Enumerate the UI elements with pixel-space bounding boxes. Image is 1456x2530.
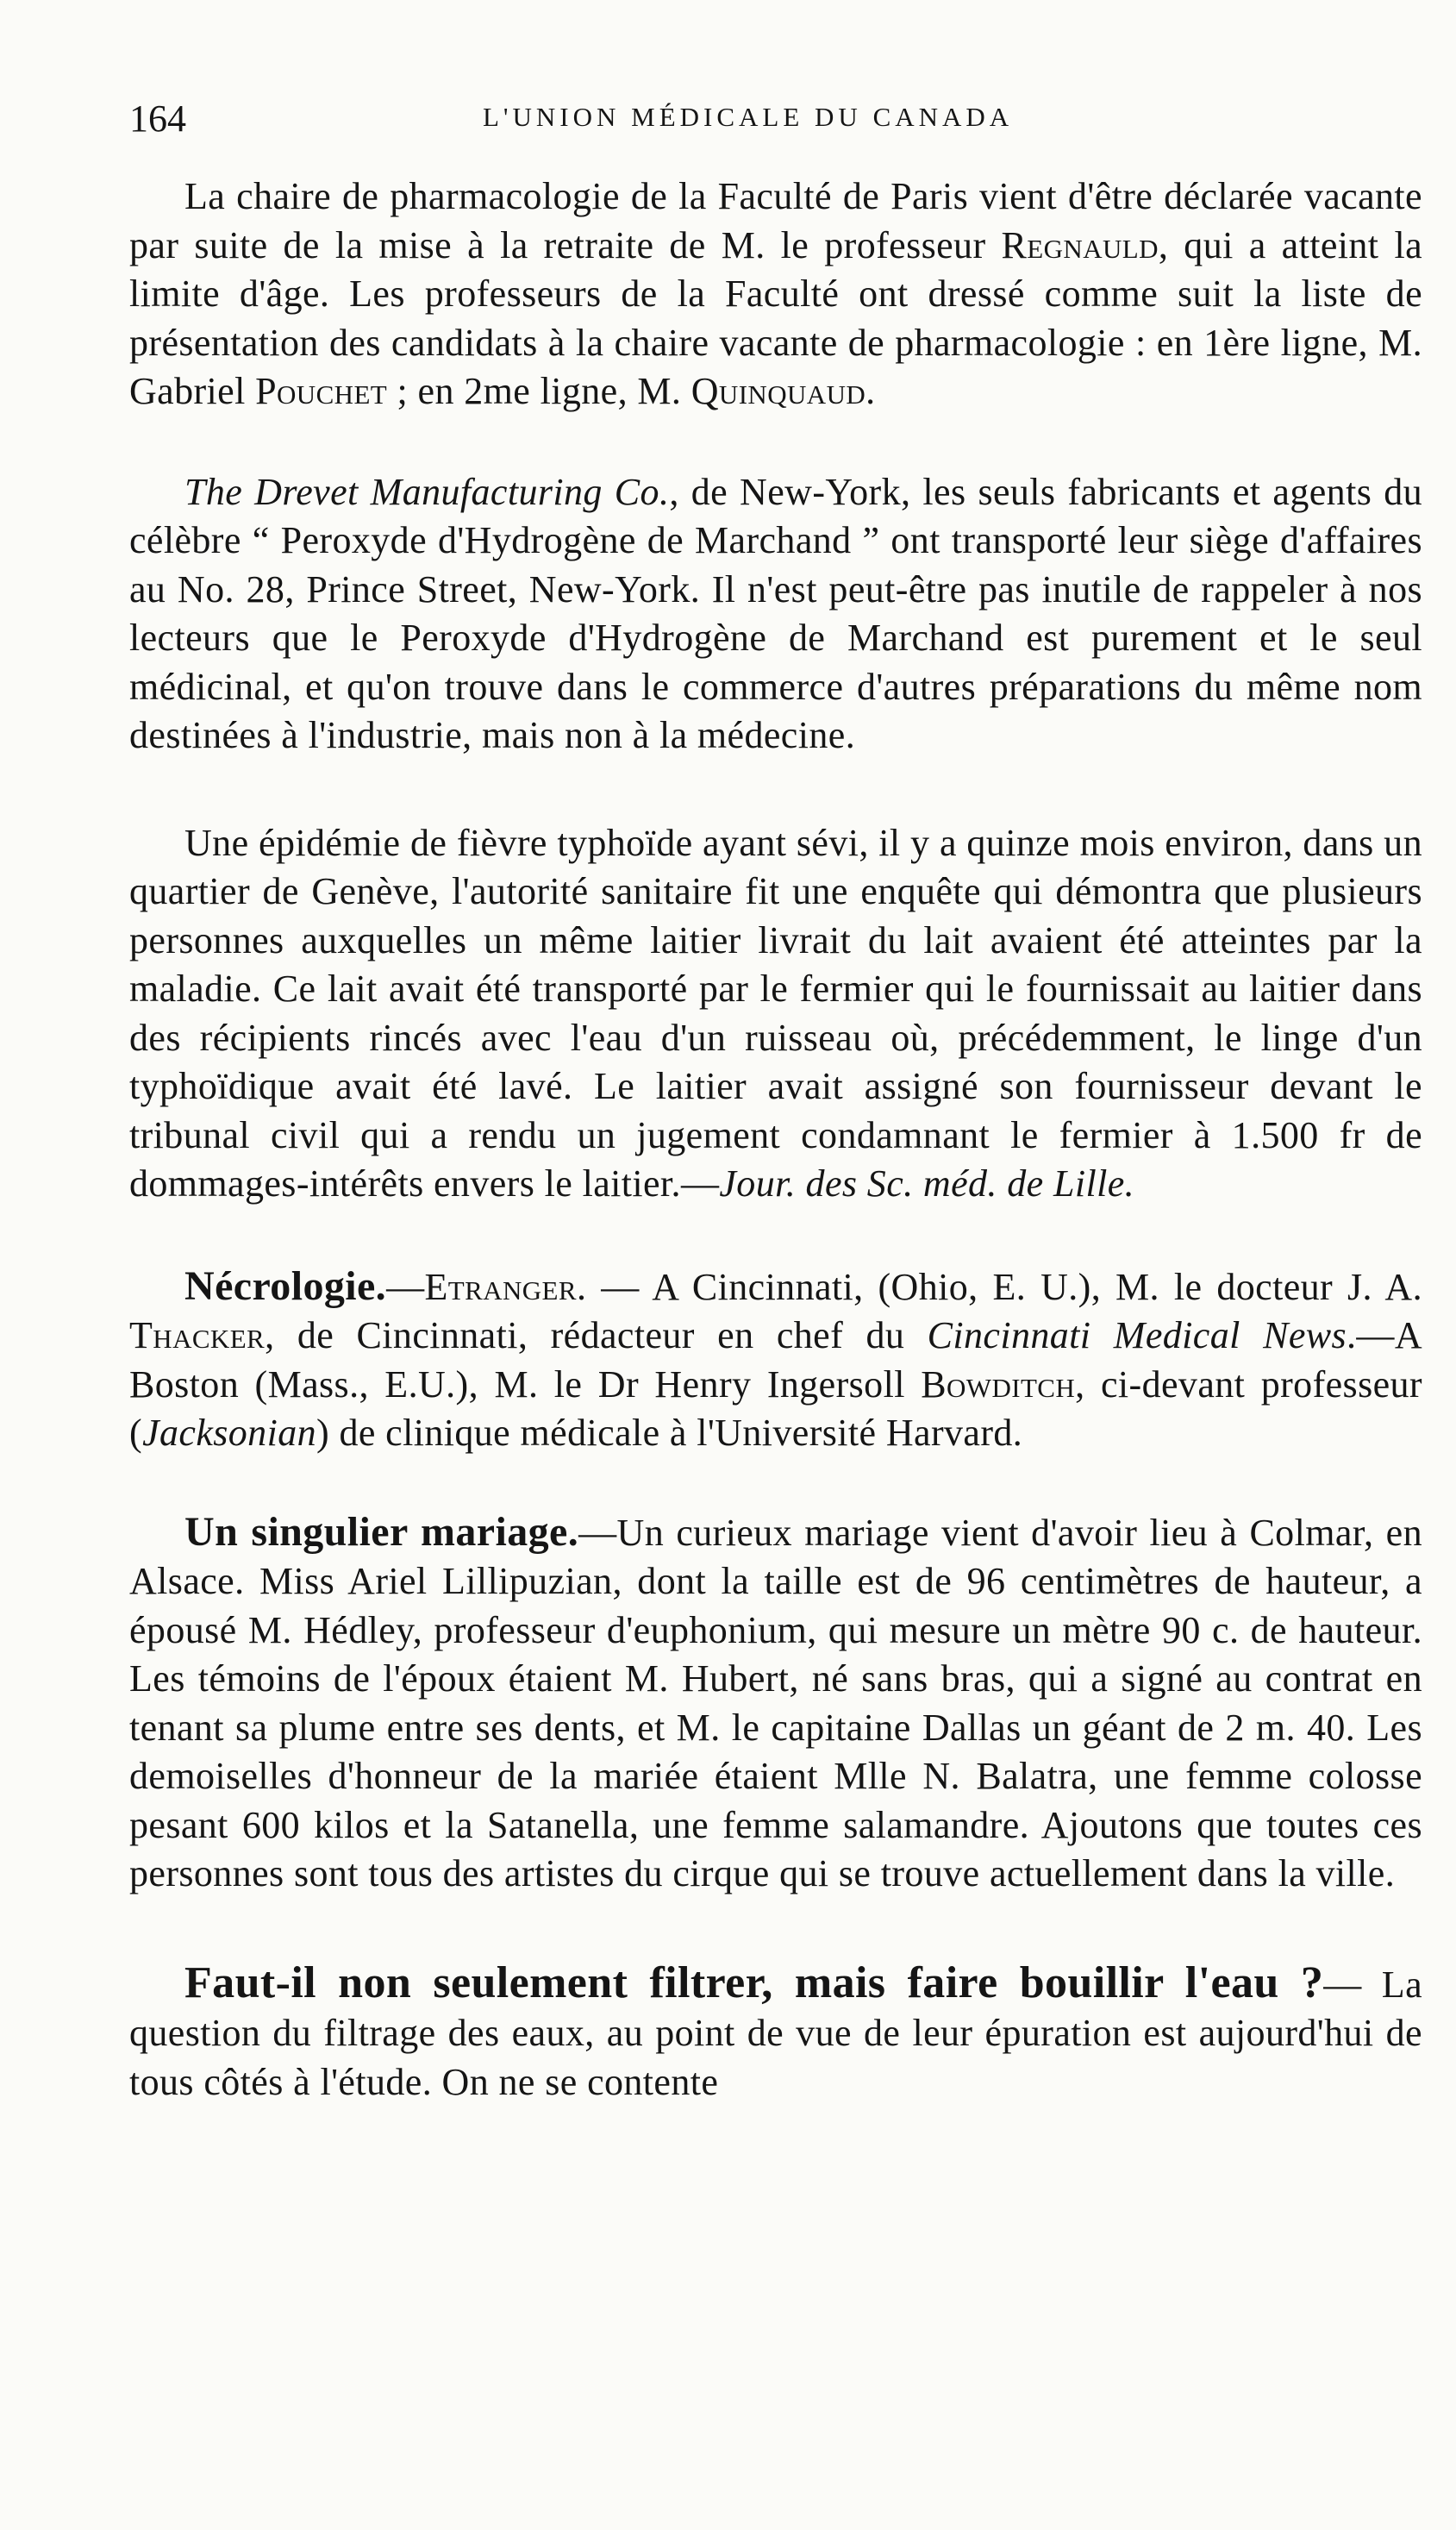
name-quinquaud: Quinquaud <box>691 370 866 412</box>
article-body <box>129 172 1422 2107</box>
paragraph-mariage <box>129 1508 1422 1899</box>
text: — <box>386 1265 425 1308</box>
text: ) de clinique médicale à l'Université Harvard. <box>316 1412 1023 1454</box>
text: , qui a atteint la limite d'âge. Les professeurs de la Faculté ont dressé comme suit la liste de présentation des candidats à la chaire vacante de pharmacologie : en 1ère ligne, M. Gabriel <box>129 223 1423 412</box>
text: La chaire de pharmacologie de la Faculté de Paris vient d'être déclarée vacante par suite de la mise à la retraite de M. le professeur <box>129 175 1422 266</box>
paragraph-filtrage <box>129 1959 1422 2107</box>
chair-name: Jacksonian <box>142 1412 316 1454</box>
paragraph-peroxyde <box>129 468 1422 761</box>
text: Une épidémie de fièvre typhoïde ayant sévi, il y a quinze mois environ, dans un quartier de Genève, l'autorité sanitaire fit une enquête qui démontra que plusieurs personnes auxquelles un même laitier livrait du lait avaient été atteintes par la maladie. Ce lait avait été transporté par le fermier qui le fournissait au laitier dans des récipients rincés avec l'eau d'un ruisseau où, précédemment, le linge d'un typhoïdique avait été lavé. Le laitier avait assigné son fournisseur devant le tribunal civil qui a rendu un jugement condamnant le fermier à 1.500 fr de dommages-intérêts envers le laitier.— <box>129 821 1422 1205</box>
section-heading-necrologie: Nécrologie. <box>184 1262 387 1309</box>
subheading-etranger: Etranger <box>424 1265 577 1308</box>
name-thacker: Thacker <box>129 1314 266 1356</box>
text: , ci-devant professeur ( <box>129 1362 1422 1454</box>
section-heading-filtrage: Faut-il non seulement filtrer, mais faire bouillir l'eau ? <box>184 1957 1324 2007</box>
page-header <box>129 97 1414 148</box>
name-pouchet: Pouchet <box>255 370 388 412</box>
company-name: The Drevet Manufacturing Co. <box>184 470 670 513</box>
running-title: L'UNION MÉDICALE DU CANADA <box>483 102 1014 132</box>
name-regnauld: Regnauld <box>1001 223 1159 266</box>
section-heading-mariage: Un singulier mariage. <box>184 1508 579 1555</box>
paragraph-pharmacologie <box>129 172 1422 416</box>
name-bowditch: Bowditch <box>921 1362 1076 1406</box>
text: . — A Cincinnati, (Ohio, E. U.), M. le docteur J. A. <box>576 1265 1422 1308</box>
text: — La question du filtrage des eaux, au point de vue de leur épuration est aujourd'hui de tous côtés à l'étude. On ne se contente <box>129 1963 1422 2103</box>
source-citation: Jour. des Sc. méd. de Lille. <box>719 1162 1135 1205</box>
text: ; en 2me ligne, M. <box>387 370 691 412</box>
page-number: 164 <box>129 97 186 140</box>
text: , de Cincinnati, rédacteur en chef du <box>265 1314 928 1356</box>
text: .—A Boston (Mass., E.U.), M. le Dr Henry Ingersoll <box>129 1314 1423 1406</box>
text: . <box>865 370 876 412</box>
journal-name: Cincinnati Medical News <box>927 1314 1347 1356</box>
paragraph-necrologie <box>129 1262 1422 1458</box>
text: —Un curieux mariage vient d'avoir lieu à Colmar, en Alsace. Miss Ariel Lillipuzian, dont la taille est de 96 centimètres de hauteur, a épousé M. Hédley, professeur d'euphonium, qui mesure un mètre 90 c. de hauteur. Les témoins de l'époux étaient M. Hubert, né sans bras, qui a signé au contrat en tenant sa plume entre ses dents, et M. le capitaine Dallas un géant de 2 m. 40. Les demoiselles d'honneur de la mariée étaient Mlle N. Balatra, une femme colosse pesant 600 kilos et la Satanella, une femme salamandre. Ajoutons que toutes ces personnes sont tous des artistes du cirque qui se trouve actuellement dans la ville. <box>129 1511 1422 1894</box>
paragraph-typhoide <box>129 819 1422 1209</box>
text: , de New-York, les seuls fabricants et agents du célèbre “ Peroxyde d'Hydrogène de Marchand ” ont transporté leur siège d'affaires au No. 28, Prince Street, New-York. Il n'est peut-être pas inutile de rappeler à nos lecteurs que le Peroxyde d'Hydrogène de Marchand est purement et le seul médicinal, et qu'on trouve dans le commerce d'autres préparations du même nom destinées à l'industrie, mais non à la médecine. <box>129 470 1422 756</box>
